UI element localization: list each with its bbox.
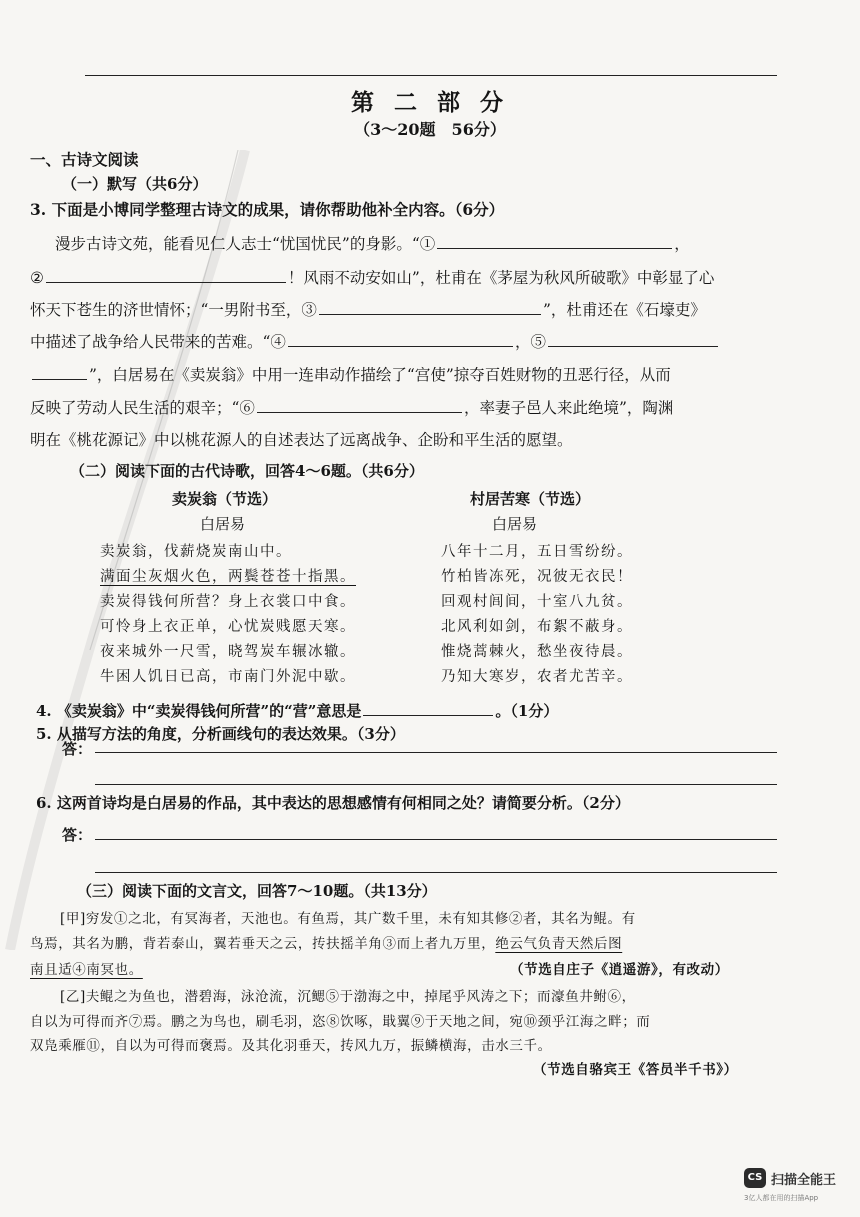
poem1-line: 卖炭翁，伐薪烧炭南山中。 (100, 544, 292, 560)
q3-line-2: ② ！风雨不动安如山”，杜甫在《茅屋为秋风所破歌》中彰显了心 (30, 269, 715, 287)
q3-line-5: ”，白居易在《卖炭翁》中用一连串动作描绘了“宫使”掠夺百姓财物的丑恶行径，从而 (30, 363, 671, 385)
blank-5 (548, 332, 718, 347)
poem2-line: 回观村闾间，十室八九贫。 (441, 594, 633, 610)
q5-answer-line-2[interactable] (95, 784, 777, 785)
watermark-brand: 扫描全能王 (771, 1173, 837, 1188)
q3-line-3: 怀天下苍生的济世情怀；“一男附书至，③ ”，杜甫还在《石壕吏》 (30, 301, 706, 319)
yi-line-1: [乙]夫鲲之为鱼也，潜碧海，泳沧流，沉鳃⑤于渤海之中，掉尾乎风涛之下；而濠鱼井鲋⑥， (60, 989, 636, 1005)
q6-answer-line-1[interactable] (95, 839, 777, 840)
q3-line-4: 中描述了战争给人民带来的苦难。“④ ，⑤ (30, 330, 720, 352)
section-heading: 一、古诗文阅读 (30, 150, 139, 169)
question-6: 6. 这两首诗均是白居易的作品，其中表达的思想感情有何相同之处？请简要分析。（2分） (36, 794, 630, 812)
yi-line-3: 双凫乘雁⑪，自以为可得而褒焉。及其化羽垂天，抟风九万，振鳞横海，击水三千。 (30, 1038, 552, 1054)
poem2-line: 八年十二月，五日雪纷纷。 (441, 544, 633, 560)
part2-heading: （二）阅读下面的古代诗歌，回答4～6题。（共6分） (70, 462, 424, 480)
yi-line-2: 自以为可得而齐⑦焉。鹏之为鸟也，刷毛羽，恣⑧饮啄，戢翼⑨于天地之间，宛⑩颈乎江海之畔；而 (30, 1014, 651, 1030)
q5-answer-label: 答： (62, 740, 93, 758)
blank-5-cont (32, 365, 87, 380)
jia-line-2: 鸟焉，其名为鹏，背若泰山，翼若垂天之云，抟扶摇羊角③而上者九万里，绝云气负青天然后图 (30, 936, 623, 952)
jia-underlined-1: 绝云气负青天然后图 (495, 936, 623, 952)
q6-answer-line-2[interactable] (95, 872, 777, 873)
blank-6 (257, 398, 462, 413)
camscanner-logo-icon: CS (744, 1168, 766, 1188)
question-3: 3. 下面是小博同学整理古诗文的成果，请你帮助他补全内容。（6分） (30, 200, 505, 219)
page-subtitle: （3～20题 56分） (354, 120, 506, 139)
blank-1 (437, 234, 672, 249)
top-rule (85, 75, 777, 76)
blank-3 (319, 300, 541, 315)
page-title: 第 二 部 分 (350, 89, 510, 116)
jia-line-3 (30, 958, 143, 978)
poem2-author: 白居易 (492, 515, 538, 533)
poem1-line: 夜来城外一尺雪，晓驾炭车辗冰辙。 (100, 644, 356, 660)
q3-line-6: 反映了劳动人民生活的艰辛；“⑥ ，率妻子邑人来此绝境”，陶渊 (30, 399, 674, 417)
poem1-line: 牛困人饥日已高，市南门外泥中歇。 (100, 669, 356, 685)
watermark-tagline: 3亿人都在用的扫描App (744, 1194, 819, 1202)
q3-line-1: 漫步古诗文苑，能看见仁人志士“忧国忧民”的身影。“① ， (55, 235, 690, 253)
blank-q4 (363, 701, 493, 716)
question-5: 5. 从描写方法的角度，分析画线句的表达效果。（3分） (36, 725, 405, 743)
poem2-line: 乃知大寒岁，农者尤苦辛。 (441, 669, 633, 685)
poem1-title: 卖炭翁（节选） (172, 490, 278, 508)
jia-line-1: [甲]穷发①之北，有冥海者，天池也。有鱼焉，其广数千里，未有知其修②者，其名为鲲。有 (60, 911, 636, 927)
yi-source: （节选自骆宾王《答员半千书》） (533, 1062, 738, 1078)
poem1-author: 白居易 (200, 515, 246, 533)
question-4: 4. 《卖炭翁》中“卖炭得钱何所营”的“营”意思是 。（1分） (36, 702, 559, 720)
blank-4 (288, 332, 513, 347)
part3-heading: （三）阅读下面的文言文，回答7～10题。（共13分） (77, 882, 437, 900)
poem1-line: 可怜身上衣正单，心忧炭贱愿天寒。 (100, 619, 356, 635)
poem1-line-underlined: 满面尘灰烟火色，两鬓苍苍十指黑。 (100, 569, 356, 585)
poem2-line: 竹柏皆冻死，况彼无衣民！ (441, 569, 633, 585)
poem2-title: 村居苦寒（节选） (470, 490, 591, 508)
blank-2 (46, 268, 286, 283)
q6-answer-label: 答： (62, 826, 93, 844)
poem2-line: 北风利如剑，布絮不蔽身。 (441, 619, 633, 635)
part1-heading: （一）默写（共6分） (62, 175, 208, 193)
jia-underlined-2: 南且适④南冥也。 (30, 962, 143, 978)
poem1-line: 卖炭得钱何所营？身上衣裳口中食。 (100, 594, 356, 610)
poem2-line: 惟烧蒿棘火，愁坐夜待晨。 (441, 644, 633, 660)
jia-source: （节选自庄子《逍遥游》，有改动） (510, 962, 729, 978)
q3-line-7: 明在《桃花源记》中以桃花源人的自述表达了远离战争、企盼和平生活的愿望。 (30, 431, 573, 449)
q5-answer-line-1[interactable] (95, 752, 777, 753)
